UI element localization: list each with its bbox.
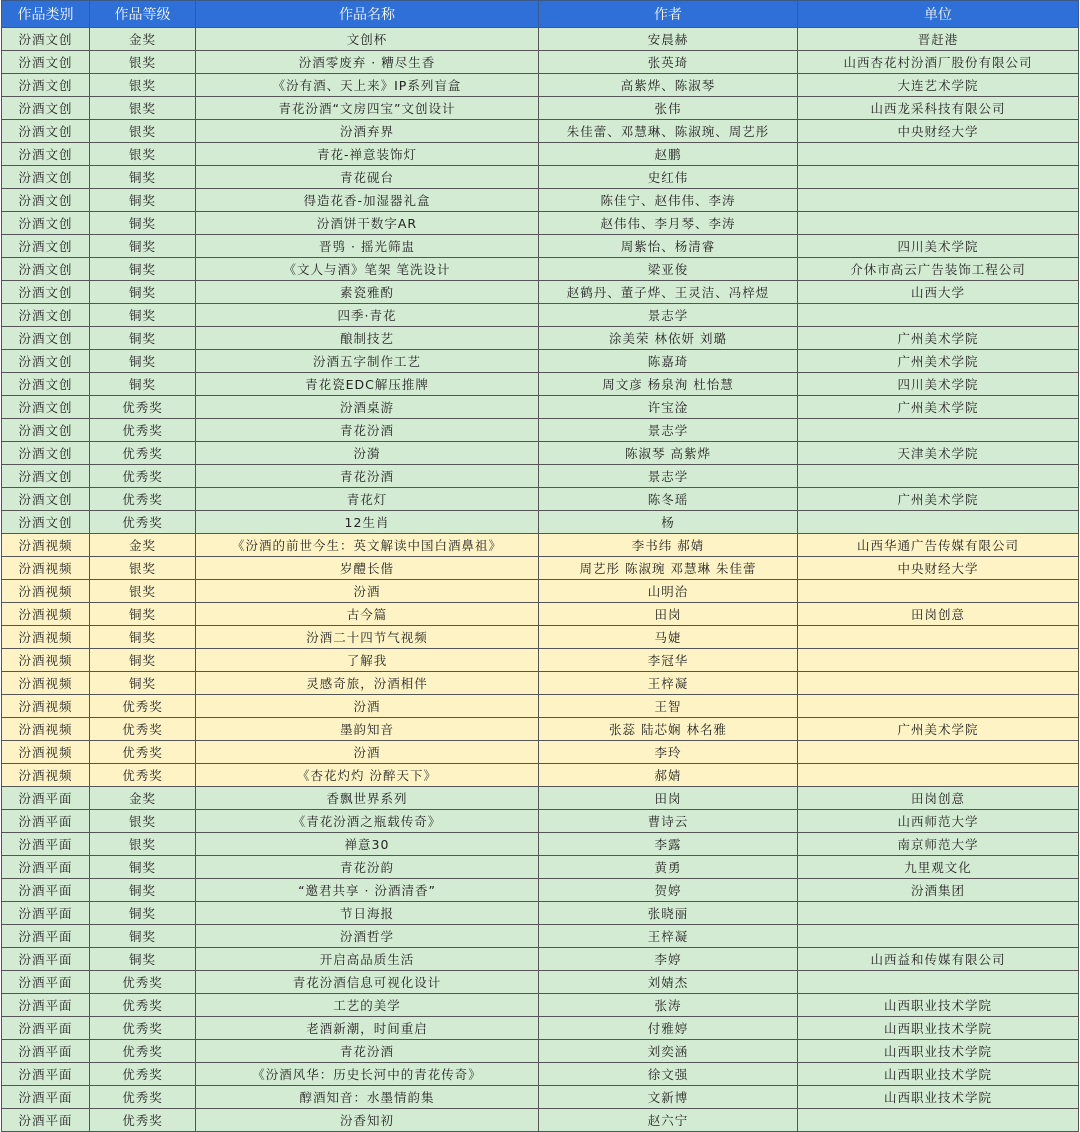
cell-unit: 汾酒集团 (798, 879, 1079, 902)
cell-level: 银奖 (90, 557, 196, 580)
header-row (2, 1, 1079, 28)
cell-category: 汾酒视频 (2, 718, 90, 741)
cell-unit (798, 465, 1079, 488)
table-row (2, 281, 1079, 304)
cell-title: 青花汾酒 (196, 1040, 539, 1063)
cell-author: 付雅婷 (539, 1017, 798, 1040)
cell-title: 节日海报 (196, 902, 539, 925)
table-row (2, 810, 1079, 833)
cell-category: 汾酒文创 (2, 373, 90, 396)
cell-unit: 天津美术学院 (798, 442, 1079, 465)
cell-title: 青花灯 (196, 488, 539, 511)
cell-category: 汾酒文创 (2, 465, 90, 488)
cell-level: 优秀奖 (90, 741, 196, 764)
cell-category: 汾酒文创 (2, 327, 90, 350)
cell-level: 金奖 (90, 534, 196, 557)
cell-author: 李露 (539, 833, 798, 856)
table-row (2, 465, 1079, 488)
cell-author: 李玲 (539, 741, 798, 764)
cell-title: 汾酒 (196, 741, 539, 764)
cell-unit (798, 212, 1079, 235)
cell-author: 李冠华 (539, 649, 798, 672)
cell-category: 汾酒平面 (2, 1109, 90, 1132)
cell-unit: 南京师范大学 (798, 833, 1079, 856)
cell-level: 铜奖 (90, 856, 196, 879)
cell-author: 景志学 (539, 419, 798, 442)
cell-unit (798, 971, 1079, 994)
cell-author: 赵六宁 (539, 1109, 798, 1132)
table-row (2, 511, 1079, 534)
cell-level: 铜奖 (90, 626, 196, 649)
cell-level: 银奖 (90, 97, 196, 120)
cell-title: 青花砚台 (196, 166, 539, 189)
table-row (2, 327, 1079, 350)
cell-level: 优秀奖 (90, 442, 196, 465)
cell-unit: 山西职业技术学院 (798, 1040, 1079, 1063)
cell-author: 郝婧 (539, 764, 798, 787)
cell-title: 酿制技艺 (196, 327, 539, 350)
cell-level: 优秀奖 (90, 419, 196, 442)
cell-category: 汾酒文创 (2, 304, 90, 327)
cell-level: 铜奖 (90, 902, 196, 925)
cell-category: 汾酒文创 (2, 51, 90, 74)
cell-unit (798, 672, 1079, 695)
cell-author: 梁亚俊 (539, 258, 798, 281)
cell-level: 铜奖 (90, 166, 196, 189)
cell-level: 金奖 (90, 28, 196, 51)
cell-author: 李婷 (539, 948, 798, 971)
cell-author: 张晓丽 (539, 902, 798, 925)
cell-title: 汾酒二十四节气视频 (196, 626, 539, 649)
table-row (2, 649, 1079, 672)
cell-category: 汾酒视频 (2, 672, 90, 695)
cell-unit: 晋赶港 (798, 28, 1079, 51)
cell-category: 汾酒文创 (2, 120, 90, 143)
cell-level: 银奖 (90, 143, 196, 166)
cell-category: 汾酒平面 (2, 1063, 90, 1086)
cell-author: 王梓凝 (539, 925, 798, 948)
table-row (2, 1040, 1079, 1063)
cell-level: 优秀奖 (90, 511, 196, 534)
cell-author: 周文彦 杨泉洵 杜怡慧 (539, 373, 798, 396)
cell-category: 汾酒文创 (2, 189, 90, 212)
cell-unit (798, 166, 1079, 189)
cell-unit (798, 189, 1079, 212)
cell-category: 汾酒文创 (2, 281, 90, 304)
cell-title: 开启高品质生活 (196, 948, 539, 971)
header-author: 作者 (539, 1, 798, 28)
cell-level: 银奖 (90, 74, 196, 97)
cell-unit (798, 902, 1079, 925)
cell-level: 优秀奖 (90, 1109, 196, 1132)
cell-category: 汾酒文创 (2, 442, 90, 465)
cell-level: 铜奖 (90, 925, 196, 948)
cell-category: 汾酒平面 (2, 948, 90, 971)
cell-unit: 山西职业技术学院 (798, 1063, 1079, 1086)
cell-level: 铜奖 (90, 304, 196, 327)
table-row (2, 879, 1079, 902)
cell-unit (798, 580, 1079, 603)
cell-unit: 广州美术学院 (798, 350, 1079, 373)
cell-title: 青花汾酒 (196, 419, 539, 442)
cell-title: 《青花汾酒之瓶载传奇》 (196, 810, 539, 833)
cell-level: 铜奖 (90, 948, 196, 971)
table-row (2, 925, 1079, 948)
cell-author: 黄勇 (539, 856, 798, 879)
cell-category: 汾酒视频 (2, 557, 90, 580)
table-row (2, 304, 1079, 327)
cell-unit: 中央财经大学 (798, 120, 1079, 143)
cell-category: 汾酒文创 (2, 235, 90, 258)
header-level: 作品等级 (90, 1, 196, 28)
cell-author: 田岗 (539, 787, 798, 810)
cell-author: 张伟 (539, 97, 798, 120)
cell-category: 汾酒视频 (2, 603, 90, 626)
awards-table (1, 0, 1079, 1132)
table-row (2, 166, 1079, 189)
cell-author: 史红伟 (539, 166, 798, 189)
cell-title: 青花-禅意装饰灯 (196, 143, 539, 166)
cell-unit (798, 649, 1079, 672)
cell-level: 银奖 (90, 810, 196, 833)
cell-title: 《杏花灼灼 汾醉天下》 (196, 764, 539, 787)
cell-title: 岁醴长偕 (196, 557, 539, 580)
table-row (2, 74, 1079, 97)
cell-title: 青花汾酒 (196, 465, 539, 488)
cell-title: 晋鸮 · 摇光筛盅 (196, 235, 539, 258)
cell-title: 汾酒桌游 (196, 396, 539, 419)
cell-unit (798, 925, 1079, 948)
cell-unit: 田岗创意 (798, 603, 1079, 626)
cell-author: 陈佳宁、赵伟伟、李涛 (539, 189, 798, 212)
cell-author: 张蕊 陆芯娴 林名雅 (539, 718, 798, 741)
table-row (2, 580, 1079, 603)
table-row (2, 626, 1079, 649)
cell-author: 景志学 (539, 304, 798, 327)
table-row (2, 718, 1079, 741)
cell-category: 汾酒平面 (2, 833, 90, 856)
cell-author: 田岗 (539, 603, 798, 626)
header-unit: 单位 (798, 1, 1079, 28)
cell-level: 优秀奖 (90, 1017, 196, 1040)
table-row (2, 396, 1079, 419)
cell-unit: 九里观文化 (798, 856, 1079, 879)
cell-unit: 田岗创意 (798, 787, 1079, 810)
cell-author: 高紫烨、陈淑琴 (539, 74, 798, 97)
cell-unit: 山西龙采科技有限公司 (798, 97, 1079, 120)
cell-title: 汾酒五字制作工艺 (196, 350, 539, 373)
cell-title: 了解我 (196, 649, 539, 672)
cell-category: 汾酒视频 (2, 741, 90, 764)
cell-level: 铜奖 (90, 672, 196, 695)
cell-title: “邀君共享 · 汾酒清香” (196, 879, 539, 902)
cell-title: 汾酒零废弃 · 糟尽生香 (196, 51, 539, 74)
cell-title: 老酒新潮，时间重启 (196, 1017, 539, 1040)
cell-level: 铜奖 (90, 603, 196, 626)
cell-category: 汾酒文创 (2, 419, 90, 442)
cell-unit (798, 695, 1079, 718)
cell-category: 汾酒平面 (2, 902, 90, 925)
cell-level: 铜奖 (90, 350, 196, 373)
table-row (2, 603, 1079, 626)
cell-category: 汾酒视频 (2, 626, 90, 649)
cell-level: 优秀奖 (90, 1040, 196, 1063)
cell-unit: 大连艺术学院 (798, 74, 1079, 97)
cell-title: 工艺的美学 (196, 994, 539, 1017)
cell-title: 汾漪 (196, 442, 539, 465)
cell-title: 《汾酒风华：历史长河中的青花传奇》 (196, 1063, 539, 1086)
cell-title: 《汾酒的前世今生：英文解读中国白酒鼻祖》 (196, 534, 539, 557)
cell-level: 铜奖 (90, 281, 196, 304)
cell-unit (798, 626, 1079, 649)
cell-author: 徐文强 (539, 1063, 798, 1086)
cell-title: 汾酒哲学 (196, 925, 539, 948)
table-row (2, 189, 1079, 212)
cell-author: 陈嘉琦 (539, 350, 798, 373)
cell-level: 优秀奖 (90, 1063, 196, 1086)
table-row (2, 120, 1079, 143)
cell-unit (798, 304, 1079, 327)
cell-author: 刘奕涵 (539, 1040, 798, 1063)
cell-unit (798, 1109, 1079, 1132)
table-row (2, 350, 1079, 373)
cell-category: 汾酒文创 (2, 396, 90, 419)
cell-title: 汾酒弃界 (196, 120, 539, 143)
cell-level: 优秀奖 (90, 695, 196, 718)
cell-category: 汾酒平面 (2, 1086, 90, 1109)
table-row (2, 97, 1079, 120)
cell-author: 朱佳蕾、邓慧琳、陈淑琬、周艺彤 (539, 120, 798, 143)
cell-level: 铜奖 (90, 235, 196, 258)
cell-category: 汾酒视频 (2, 534, 90, 557)
table-row (2, 695, 1079, 718)
cell-category: 汾酒平面 (2, 994, 90, 1017)
cell-level: 优秀奖 (90, 994, 196, 1017)
cell-level: 铜奖 (90, 879, 196, 902)
cell-title: 四季·青花 (196, 304, 539, 327)
cell-level: 铜奖 (90, 373, 196, 396)
cell-level: 银奖 (90, 120, 196, 143)
table-row (2, 488, 1079, 511)
table-row (2, 235, 1079, 258)
table-row (2, 787, 1079, 810)
cell-category: 汾酒文创 (2, 143, 90, 166)
cell-author: 山明治 (539, 580, 798, 603)
cell-level: 银奖 (90, 833, 196, 856)
table-row (2, 1063, 1079, 1086)
table-row (2, 1017, 1079, 1040)
cell-level: 银奖 (90, 51, 196, 74)
cell-title: 汾香知初 (196, 1109, 539, 1132)
cell-level: 优秀奖 (90, 396, 196, 419)
table-row (2, 1109, 1079, 1132)
table-row (2, 948, 1079, 971)
cell-category: 汾酒文创 (2, 74, 90, 97)
cell-title: 香飘世界系列 (196, 787, 539, 810)
cell-category: 汾酒平面 (2, 856, 90, 879)
cell-author: 周紫怡、杨清睿 (539, 235, 798, 258)
cell-level: 铜奖 (90, 212, 196, 235)
cell-category: 汾酒视频 (2, 649, 90, 672)
table-row (2, 971, 1079, 994)
cell-title: 青花瓷EDC解压推牌 (196, 373, 539, 396)
cell-level: 优秀奖 (90, 465, 196, 488)
cell-unit: 广州美术学院 (798, 488, 1079, 511)
cell-title: 醇酒知音：水墨情韵集 (196, 1086, 539, 1109)
cell-level: 铜奖 (90, 649, 196, 672)
table-row (2, 258, 1079, 281)
cell-author: 王梓凝 (539, 672, 798, 695)
table-row (2, 902, 1079, 925)
cell-author: 陈冬瑶 (539, 488, 798, 511)
cell-category: 汾酒视频 (2, 580, 90, 603)
cell-category: 汾酒平面 (2, 925, 90, 948)
cell-author: 安晨赫 (539, 28, 798, 51)
table-row (2, 741, 1079, 764)
cell-author: 曹诗云 (539, 810, 798, 833)
cell-title: 灵感奇旅，汾酒相伴 (196, 672, 539, 695)
cell-level: 铜奖 (90, 327, 196, 350)
table-row (2, 833, 1079, 856)
cell-title: 青花汾酒信息可视化设计 (196, 971, 539, 994)
table-row (2, 764, 1079, 787)
table-row (2, 442, 1079, 465)
cell-category: 汾酒平面 (2, 971, 90, 994)
cell-category: 汾酒文创 (2, 28, 90, 51)
table-row (2, 1086, 1079, 1109)
cell-author: 赵伟伟、李月琴、李涛 (539, 212, 798, 235)
table-row (2, 28, 1079, 51)
cell-author: 涂美荣 林依妍 刘璐 (539, 327, 798, 350)
cell-unit (798, 741, 1079, 764)
cell-category: 汾酒视频 (2, 695, 90, 718)
cell-author: 周艺彤 陈淑琬 邓慧琳 朱佳蕾 (539, 557, 798, 580)
cell-title: 《文人与酒》笔架 笔洗设计 (196, 258, 539, 281)
table-row (2, 994, 1079, 1017)
cell-category: 汾酒文创 (2, 350, 90, 373)
table-row (2, 51, 1079, 74)
cell-author: 王智 (539, 695, 798, 718)
cell-level: 优秀奖 (90, 718, 196, 741)
cell-author: 马婕 (539, 626, 798, 649)
cell-unit: 山西职业技术学院 (798, 1086, 1079, 1109)
cell-category: 汾酒平面 (2, 1017, 90, 1040)
cell-title: 青花汾酒“文房四宝”文创设计 (196, 97, 539, 120)
cell-author: 赵鹤丹、董子烨、王灵洁、冯梓煜 (539, 281, 798, 304)
cell-author: 张英琦 (539, 51, 798, 74)
cell-unit: 山西职业技术学院 (798, 994, 1079, 1017)
cell-level: 优秀奖 (90, 1086, 196, 1109)
cell-title: 汾酒 (196, 580, 539, 603)
cell-unit: 介休市高云广告装饰工程公司 (798, 258, 1079, 281)
cell-level: 优秀奖 (90, 764, 196, 787)
cell-unit (798, 419, 1079, 442)
cell-unit: 四川美术学院 (798, 235, 1079, 258)
cell-unit: 广州美术学院 (798, 718, 1079, 741)
cell-unit: 山西大学 (798, 281, 1079, 304)
cell-author: 李书纬 郝婧 (539, 534, 798, 557)
cell-unit (798, 511, 1079, 534)
table-row (2, 557, 1079, 580)
table-row (2, 212, 1079, 235)
cell-author: 刘婧杰 (539, 971, 798, 994)
cell-level: 铜奖 (90, 189, 196, 212)
cell-unit: 山西职业技术学院 (798, 1017, 1079, 1040)
cell-title: 青花汾韵 (196, 856, 539, 879)
cell-unit (798, 764, 1079, 787)
cell-category: 汾酒文创 (2, 212, 90, 235)
table-row (2, 143, 1079, 166)
cell-category: 汾酒平面 (2, 1040, 90, 1063)
cell-unit: 山西师范大学 (798, 810, 1079, 833)
cell-title: 古今篇 (196, 603, 539, 626)
cell-level: 银奖 (90, 580, 196, 603)
cell-title: 禅意30 (196, 833, 539, 856)
table-row (2, 856, 1079, 879)
table-row (2, 534, 1079, 557)
cell-unit: 山西益和传媒有限公司 (798, 948, 1079, 971)
cell-category: 汾酒视频 (2, 764, 90, 787)
cell-level: 金奖 (90, 787, 196, 810)
cell-title: 得造花香-加湿器礼盒 (196, 189, 539, 212)
cell-category: 汾酒文创 (2, 511, 90, 534)
cell-unit: 山西杏花村汾酒厂股份有限公司 (798, 51, 1079, 74)
cell-category: 汾酒文创 (2, 97, 90, 120)
table-row (2, 373, 1079, 396)
cell-author: 杨 (539, 511, 798, 534)
table-body (2, 28, 1079, 1132)
cell-title: 墨韵知音 (196, 718, 539, 741)
cell-unit: 广州美术学院 (798, 396, 1079, 419)
cell-author: 陈淑琴 高紫烨 (539, 442, 798, 465)
header-title: 作品名称 (196, 1, 539, 28)
cell-category: 汾酒平面 (2, 879, 90, 902)
cell-unit: 广州美术学院 (798, 327, 1079, 350)
cell-author: 许宝淦 (539, 396, 798, 419)
cell-level: 优秀奖 (90, 971, 196, 994)
cell-unit (798, 143, 1079, 166)
header-category: 作品类别 (2, 1, 90, 28)
cell-title: 汾酒 (196, 695, 539, 718)
cell-author: 张涛 (539, 994, 798, 1017)
table-row (2, 672, 1079, 695)
cell-author: 赵鹏 (539, 143, 798, 166)
cell-unit: 四川美术学院 (798, 373, 1079, 396)
table-row (2, 419, 1079, 442)
cell-author: 文新博 (539, 1086, 798, 1109)
cell-title: 素瓷雅酌 (196, 281, 539, 304)
cell-category: 汾酒文创 (2, 258, 90, 281)
cell-author: 贺婷 (539, 879, 798, 902)
cell-level: 优秀奖 (90, 488, 196, 511)
cell-category: 汾酒文创 (2, 488, 90, 511)
cell-unit: 中央财经大学 (798, 557, 1079, 580)
cell-title: 《汾有酒、天上来》IP系列盲盒 (196, 74, 539, 97)
cell-category: 汾酒文创 (2, 166, 90, 189)
cell-author: 景志学 (539, 465, 798, 488)
cell-title: 文创杯 (196, 28, 539, 51)
cell-category: 汾酒平面 (2, 810, 90, 833)
cell-level: 铜奖 (90, 258, 196, 281)
cell-unit: 山西华通广告传媒有限公司 (798, 534, 1079, 557)
cell-title: 12生肖 (196, 511, 539, 534)
cell-title: 汾酒饼干数字AR (196, 212, 539, 235)
cell-category: 汾酒平面 (2, 787, 90, 810)
